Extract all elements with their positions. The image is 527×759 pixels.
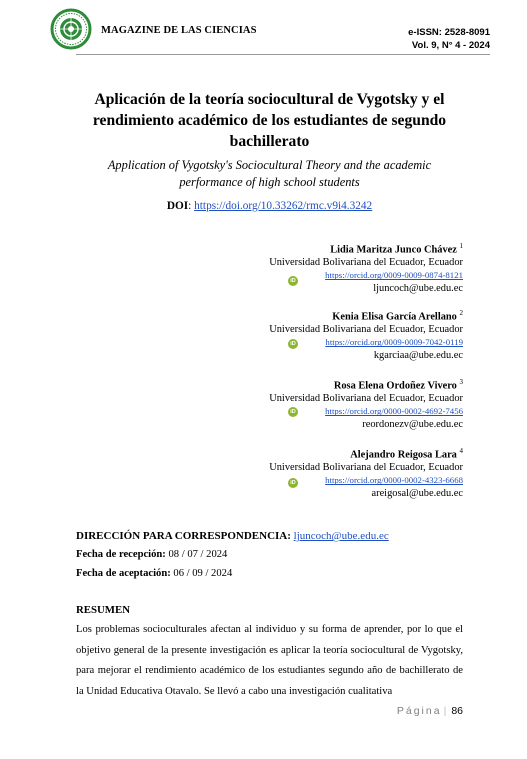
author-superscript: 4 <box>459 447 463 455</box>
volume-issue: Vol. 9, N° 4 - 2024 <box>411 40 490 51</box>
accepted-label: Fecha de aceptación: <box>76 568 171 579</box>
accepted-date-line <box>76 568 232 579</box>
author-block-3 <box>269 376 463 431</box>
received-date: 08 / 07 / 2024 <box>168 549 228 560</box>
author-block-4 <box>269 445 463 500</box>
author-email: areigosal@ube.edu.ec <box>371 488 463 500</box>
author-block-1 <box>269 240 463 295</box>
orcid-icon[interactable]: iD <box>288 339 298 349</box>
author-affiliation: Universidad Bolivariana del Ecuador, Ecuador <box>269 257 463 269</box>
article-title: Aplicación de la teoría sociocultural de Vygotsky y el rendimiento académico de los estudiantes de segundo bachillerato <box>92 91 447 150</box>
author-affiliation: Universidad Bolivariana del Ecuador, Ecuador <box>269 393 463 405</box>
author-superscript: 2 <box>459 309 463 317</box>
journal-logo-icon <box>50 8 92 50</box>
doi-link[interactable]: https://doi.org/10.33262/rmc.v9i4.3242 <box>194 200 373 212</box>
orcid-icon[interactable]: iD <box>288 478 298 488</box>
orcid-link[interactable]: https://orcid.org/0000-0002-4692-7456 <box>325 406 463 417</box>
footer-separator: | <box>443 705 447 717</box>
page-word: Página <box>396 705 442 717</box>
doi-label: DOI <box>166 200 189 212</box>
orcid-icon[interactable]: iD <box>288 407 298 417</box>
author-name: Alejandro Reigosa Lara <box>350 449 457 461</box>
doi-line: DOI: https://doi.org/10.33262/rmc.v9i4.3242 <box>166 200 373 212</box>
correspondence-line <box>76 530 389 542</box>
author-name: Rosa Elena Ordoñez Vivero <box>333 380 457 392</box>
author-superscript: 3 <box>459 378 463 386</box>
author-affiliation: Universidad Bolivariana del Ecuador, Ecuador <box>269 462 463 474</box>
received-label: Fecha de recepción: <box>76 549 166 560</box>
author-block-2 <box>269 307 463 362</box>
issn: e-ISSN: 2528-8091 <box>408 27 490 38</box>
author-email: reordonezv@ube.edu.ec <box>362 419 463 431</box>
author-name: Kenia Elisa García Arellano <box>332 311 457 323</box>
correspondence-label: DIRECCIÓN PARA CORRESPONDENCIA: <box>76 530 291 542</box>
issn-volume-block <box>408 26 490 52</box>
page-footer <box>397 705 463 717</box>
orcid-icon[interactable]: iD <box>288 276 298 286</box>
orcid-link[interactable]: https://orcid.org/0000-0002-4323-6668 <box>325 475 463 486</box>
author-affiliation: Universidad Bolivariana del Ecuador, Ecuador <box>269 324 463 336</box>
orcid-link[interactable]: https://orcid.org/0009-0009-7042-0119 <box>325 337 463 348</box>
author-email: kgarciaa@ube.edu.ec <box>373 350 463 362</box>
received-date-line <box>76 549 227 560</box>
header-divider <box>76 54 490 55</box>
author-superscript: 1 <box>459 242 463 250</box>
article-subtitle: Application of Vygotsky's Sociocultural Theory and the academic performance of high school students <box>107 158 432 189</box>
journal-name: MAGAZINE DE LAS CIENCIAS <box>101 25 257 36</box>
author-name: Lidia Maritza Junco Chávez <box>330 244 457 256</box>
accepted-date: 06 / 09 / 2024 <box>173 568 233 579</box>
orcid-link[interactable]: https://orcid.org/0009-0009-0874-8121 <box>325 270 463 281</box>
page-number: 86 <box>451 705 463 717</box>
author-email: ljuncoch@ube.edu.ec <box>373 283 463 295</box>
abstract-heading: RESUMEN <box>76 604 130 616</box>
abstract-text: Los problemas socioculturales afectan al individuo y su forma de aprender, por lo que el objetivo general de la presente investigación es aplicar la teoría sociocultural de Vygotsky, para mejorar el rendimiento académico de los estudiantes segundo año de bachillerato de la Unidad Educativa Otavalo. Se llevó a cabo una investigación cualitativa <box>76 624 463 697</box>
correspondence-email-link[interactable]: ljuncoch@ube.edu.ec <box>293 530 389 542</box>
